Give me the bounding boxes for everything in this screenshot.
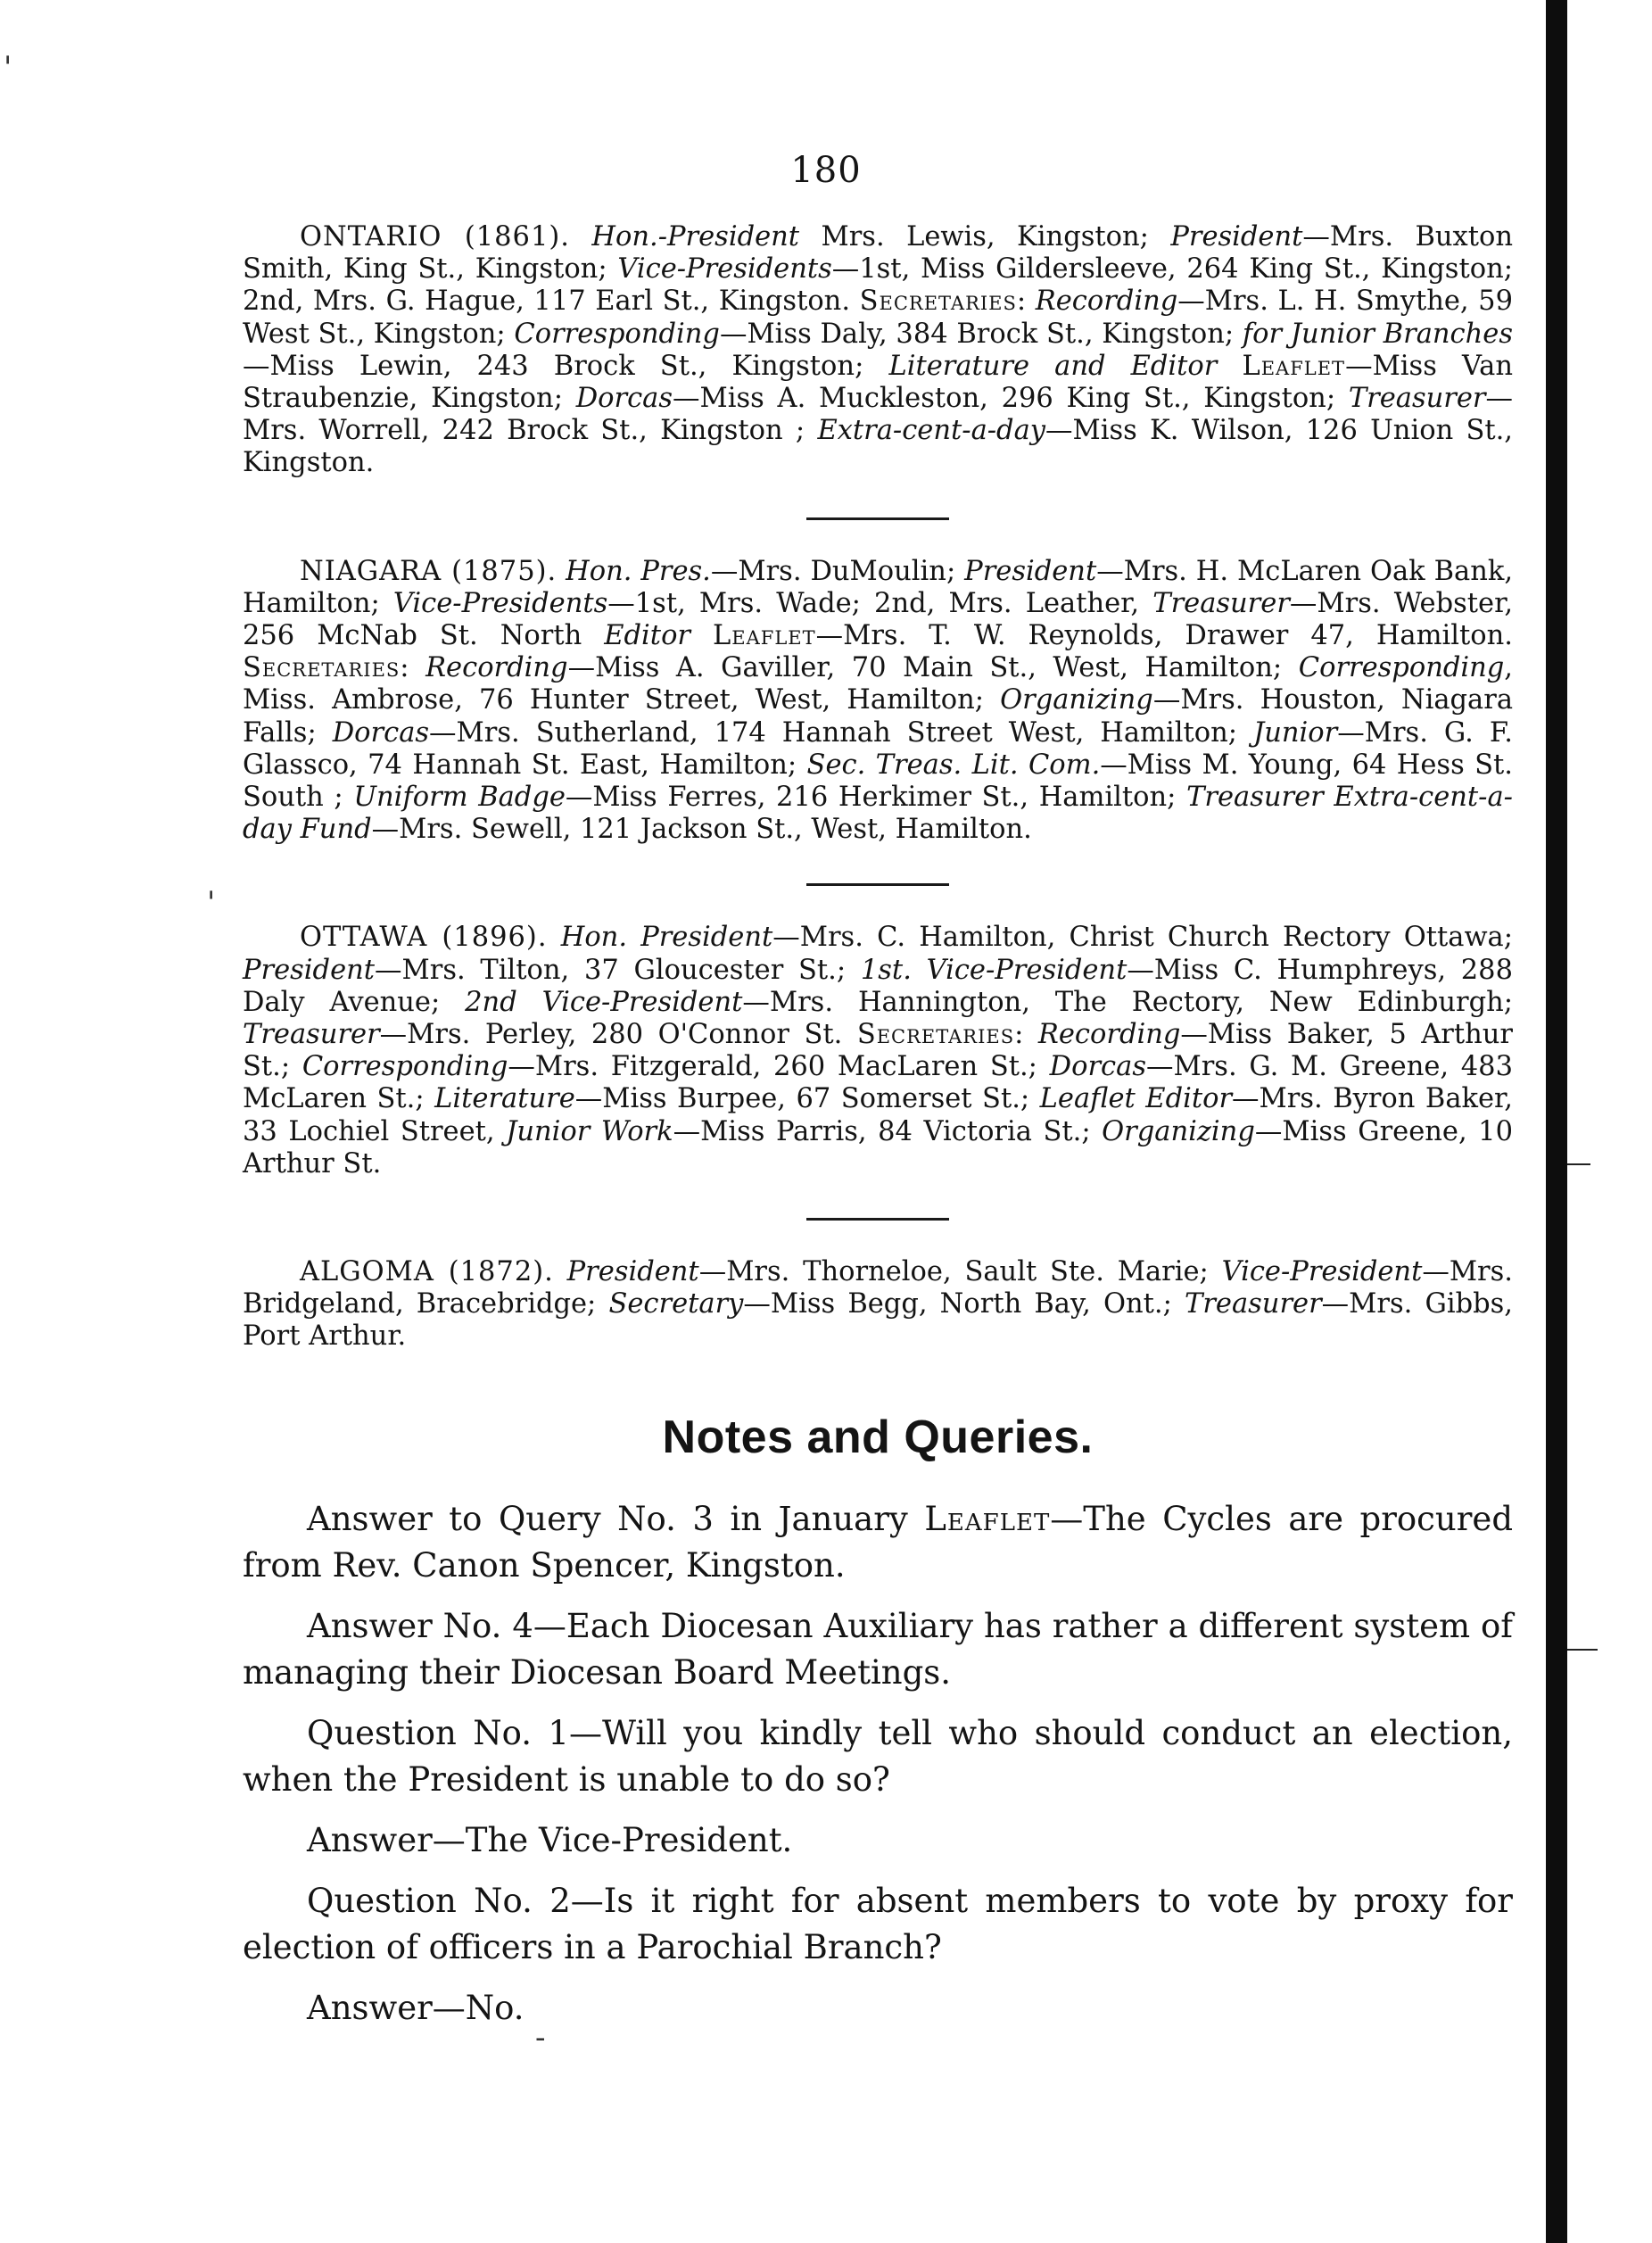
text-run: —1st, Miss Gildersleeve, 264 King St., Kingston; 2nd, Mrs. G. Hague, 117 Earl St., Kingston. bbox=[243, 253, 1514, 318]
margin-mark: ' bbox=[4, 50, 12, 86]
text-run bbox=[548, 922, 561, 953]
text-run: , Miss. Ambrose, 76 Hunter Street, West, Hamilton; bbox=[243, 652, 1513, 716]
small-caps-text: Secretaries bbox=[859, 286, 1017, 318]
role-label: 2nd Vice-President bbox=[465, 986, 743, 1018]
role-label: Corresponding bbox=[1298, 652, 1505, 684]
text-run: —Mrs. Perley, 280 O'Connor St. bbox=[379, 1019, 857, 1051]
notes-body bbox=[243, 1496, 1513, 2032]
role-label: Organizing bbox=[1000, 684, 1153, 716]
text-run: —Miss Van Straubenzie, Kingston; bbox=[243, 350, 1513, 415]
text-run: —Mrs. Gibbs, Port Arthur. bbox=[243, 1288, 1513, 1353]
text-run: —Mrs. Webster, 256 McNab St. North bbox=[243, 587, 1514, 652]
text-run: —Miss Greene, 10 Arthur St. bbox=[243, 1115, 1513, 1179]
query-answer-paragraph bbox=[243, 1496, 1513, 1589]
text-run: —Miss Daly, 384 Brock St., Kingston; bbox=[719, 318, 1243, 350]
text-run: Answer No. 4—Each Diocesan Auxiliary has rather a different system of managing their Diocesan Board Meetings. bbox=[243, 1606, 1513, 1692]
diocese-section-algoma bbox=[243, 1256, 1513, 1353]
text-run: —Mrs. Buxton Smith, King St., Kingston; bbox=[243, 221, 1513, 286]
text-run bbox=[570, 221, 591, 252]
text-run: Answer—The Vice-President. bbox=[307, 1820, 793, 1859]
role-label: Dorcas bbox=[332, 716, 430, 749]
small-caps-text: Secretaries bbox=[243, 652, 401, 684]
text-run: —Mrs. Tilton, 37 Gloucester St.; bbox=[375, 954, 861, 986]
text-run: —Mrs. Hannington, The Rectory, New Edinburgh; bbox=[742, 986, 1514, 1018]
query-answer-paragraph bbox=[243, 1878, 1513, 1971]
page-content bbox=[243, 221, 1513, 2046]
small-caps-text: Leaflet bbox=[1242, 350, 1346, 382]
role-label: Hon. President bbox=[560, 922, 773, 954]
text-run bbox=[690, 620, 713, 651]
text-run: —Miss A. Gaviller, 70 Main St., West, Hamilton; bbox=[567, 652, 1299, 684]
role-label: for Junior Branches bbox=[1242, 318, 1513, 350]
role-label: Vice-Presidents bbox=[617, 253, 832, 286]
role-label: President bbox=[1170, 221, 1303, 252]
text-run bbox=[557, 556, 566, 587]
text-run bbox=[1217, 351, 1242, 382]
text-run: —Miss Lewin, 243 Brock St., Kingston; bbox=[243, 350, 889, 382]
text-run: —Mrs. Sewell, 121 Jackson St., West, Hamilton. bbox=[371, 814, 1032, 846]
text-run: —Miss Parris, 84 Victoria St.; bbox=[673, 1115, 1103, 1147]
text-run: —Mrs. T. W. Reynolds, Drawer 47, Hamilton. bbox=[815, 620, 1513, 652]
role-label: Vice-President bbox=[1221, 1256, 1423, 1288]
role-label: Recording bbox=[1037, 1019, 1181, 1051]
section-divider bbox=[806, 883, 949, 886]
role-label: Treasurer bbox=[1185, 1288, 1322, 1320]
text-run: —Miss M. Young, 64 Hess St. South ; bbox=[243, 749, 1513, 814]
text-run: Mrs. Lewis, Kingston; bbox=[799, 221, 1171, 252]
role-label: Corresponding bbox=[301, 1051, 508, 1083]
role-label: Treasurer bbox=[1348, 383, 1486, 415]
role-label: Hon.-President bbox=[591, 221, 800, 252]
text-run: —Mrs. C. Hamilton, Christ Church Rectory Ottawa; bbox=[772, 922, 1514, 954]
margin-mark: ' bbox=[207, 885, 216, 921]
text-run: —Mrs. Houston, Niagara Falls; bbox=[243, 684, 1513, 749]
text-run: —Mrs. Fitzgerald, 260 MacLaren St.; bbox=[508, 1051, 1050, 1083]
role-label: Recording bbox=[425, 652, 568, 684]
diocese-name: OTTAWA (1896). bbox=[300, 922, 548, 954]
text-run: —Mrs. Byron Baker, 33 Lochiel Street, bbox=[243, 1083, 1513, 1147]
text-run: —Miss Ferres, 216 Herkimer St., Hamilton; bbox=[565, 782, 1187, 814]
role-label: Sec. Treas. Lit. Com. bbox=[806, 749, 1101, 781]
text-run: Question No. 1—Will you kindly tell who should conduct an election, when the President is unable to do so? bbox=[243, 1713, 1513, 1799]
role-label: Dorcas bbox=[1049, 1051, 1146, 1083]
diocese-name: ALGOMA (1872). bbox=[300, 1256, 554, 1288]
text-run: —Mrs. Worrell, 242 Brock St., Kingston ; bbox=[243, 383, 1513, 447]
text-run: : bbox=[1016, 286, 1036, 318]
role-label: Dorcas bbox=[575, 383, 673, 415]
text-run: —Miss Burpee, 67 Somerset St.; bbox=[574, 1083, 1040, 1115]
role-label: Treasurer Extra-cent-a-day Fund bbox=[243, 782, 1513, 846]
text-run: —Mrs. H. McLaren Oak Bank, Hamilton; bbox=[243, 555, 1514, 619]
section-divider bbox=[806, 1218, 949, 1221]
role-label: President bbox=[243, 954, 376, 986]
text-run: —The Cycles are procured from Rev. Canon Spencer, Kingston. bbox=[243, 1499, 1513, 1585]
role-label: Junior Work bbox=[506, 1115, 673, 1147]
text-run: —1st, Mrs. Wade; 2nd, Mrs. Leather, bbox=[607, 587, 1153, 619]
role-label: Literature bbox=[434, 1083, 575, 1115]
text-run: —Miss A. Muckleston, 296 King St., Kingston; bbox=[673, 383, 1349, 415]
text-run: Question No. 2—Is it right for absent members to vote by proxy for election of officers in a Parochial Branch? bbox=[243, 1881, 1513, 1966]
text-run: Answer—No. bbox=[307, 1988, 525, 2027]
text-run: —Mrs. G. F. Glassco, 74 Hannah St. East, Hamilton; bbox=[243, 716, 1513, 781]
role-label: President bbox=[964, 555, 1097, 587]
role-label: Corresponding bbox=[514, 318, 720, 350]
role-label: Vice-Presidents bbox=[392, 587, 608, 619]
text-run: : bbox=[400, 652, 426, 684]
role-label: 1st. Vice-President bbox=[860, 954, 1127, 986]
text-run: : bbox=[1014, 1019, 1038, 1051]
margin-mark: - bbox=[535, 2020, 546, 2056]
role-label: Literature and Editor bbox=[888, 350, 1218, 382]
diocese-section-ontario bbox=[243, 221, 1513, 480]
role-label: Editor bbox=[604, 620, 691, 652]
role-label: Leaflet Editor bbox=[1039, 1083, 1233, 1115]
section-divider bbox=[806, 517, 949, 520]
role-label: Extra-cent-a-day bbox=[817, 415, 1045, 447]
role-label: Organizing bbox=[1102, 1115, 1255, 1147]
diocese-name: NIAGARA (1875). bbox=[300, 555, 558, 587]
text-run: Answer to Query No. 3 in January bbox=[307, 1499, 925, 1538]
query-answer-paragraph bbox=[243, 1603, 1513, 1696]
text-run: —Miss C. Humphreys, 288 Daly Avenue; bbox=[243, 954, 1513, 1018]
text-run bbox=[554, 1256, 567, 1287]
diocese-section-niagara bbox=[243, 556, 1513, 847]
scan-edge-tick bbox=[1567, 1649, 1598, 1651]
text-run: —Mrs. Sutherland, 174 Hannah Street West, Hamilton; bbox=[429, 716, 1254, 749]
scan-border bbox=[1546, 0, 1567, 2243]
scan-edge-tick bbox=[1567, 1163, 1590, 1165]
diocese-name: ONTARIO (1861). bbox=[300, 221, 570, 252]
text-run: —Miss Begg, North Bay, Ont.; bbox=[743, 1288, 1185, 1320]
role-label: Treasurer bbox=[1152, 587, 1290, 619]
text-run: —Mrs. Thorneloe, Sault Ste. Marie; bbox=[698, 1256, 1222, 1288]
text-run: —Miss Baker, 5 Arthur St.; bbox=[243, 1019, 1513, 1083]
role-label: Hon. Pres. bbox=[566, 555, 711, 587]
text-run: —Mrs. DuMoulin; bbox=[710, 555, 965, 587]
role-label: Secretary bbox=[608, 1288, 744, 1320]
text-run: —Mrs. Bridgeland, Bracebridge; bbox=[243, 1256, 1513, 1320]
role-label: Junior bbox=[1253, 716, 1338, 749]
query-answer-paragraph bbox=[243, 1817, 1513, 1864]
query-answer-paragraph bbox=[243, 1710, 1513, 1803]
small-caps-text: Secretaries bbox=[856, 1019, 1015, 1051]
diocese-section-ottawa bbox=[243, 922, 1513, 1180]
notes-heading: Notes and Queries. bbox=[662, 1411, 1094, 1463]
query-answer-paragraph bbox=[243, 1985, 1513, 2032]
text-run: —Miss K. Wilson, 126 Union St., Kingston. bbox=[243, 415, 1513, 479]
role-label: President bbox=[566, 1256, 699, 1288]
text-run: —Mrs. L. H. Smythe, 59 West St., Kingston; bbox=[243, 286, 1513, 350]
page-number: 180 bbox=[790, 150, 862, 191]
small-caps-text: Leaflet bbox=[713, 620, 816, 652]
role-label: Uniform Badge bbox=[353, 782, 566, 814]
text-run: —Mrs. G. M. Greene, 483 McLaren St.; bbox=[243, 1051, 1513, 1115]
small-caps-text: Leaflet bbox=[924, 1499, 1051, 1538]
role-label: Recording bbox=[1035, 286, 1178, 318]
role-label: Treasurer bbox=[243, 1019, 380, 1051]
